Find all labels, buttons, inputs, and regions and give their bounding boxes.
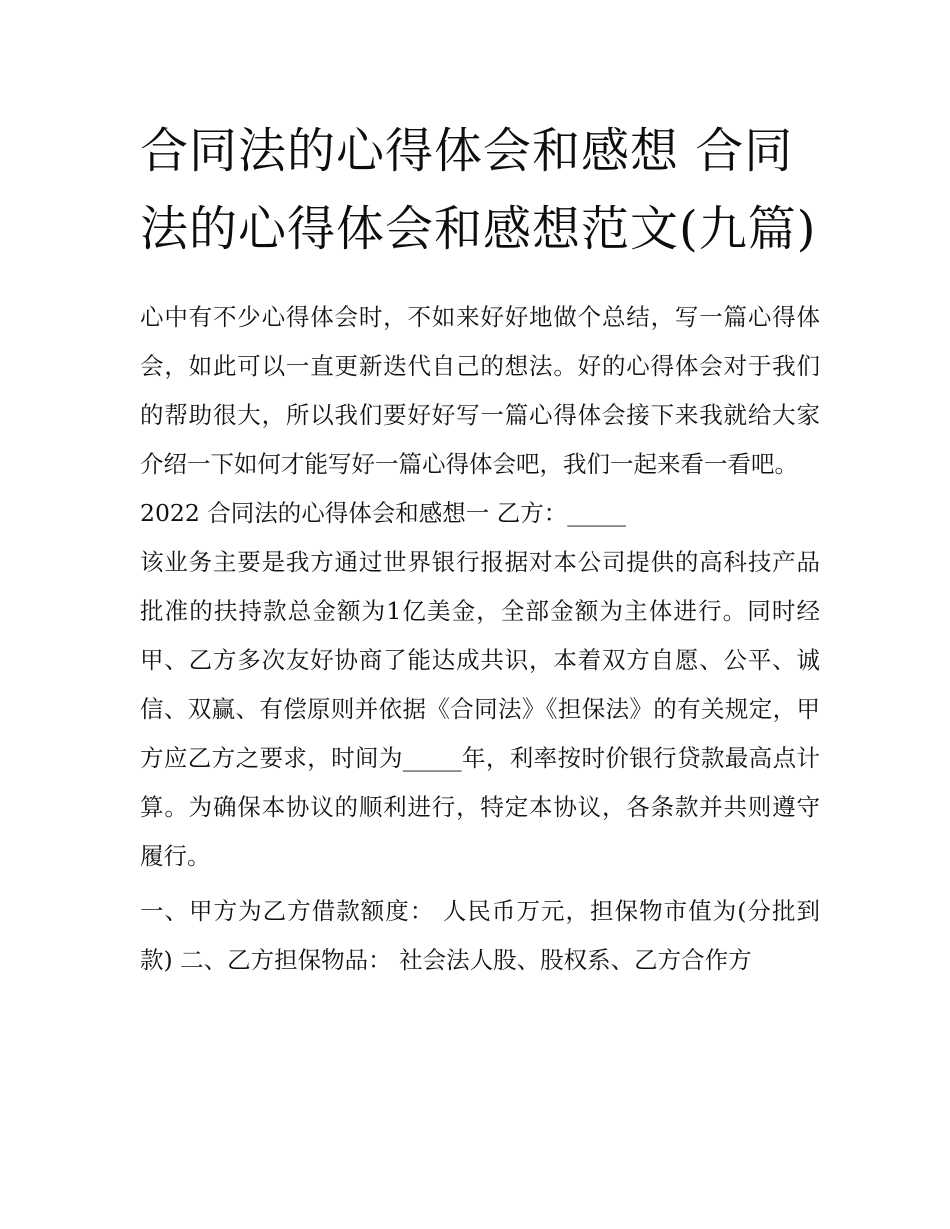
clause-paragraph: 一、甲方为乙方借款额度： 人民币万元，担保物市值为(分批到款) 二、乙方担保物品： 社会法人股、股权系、乙方合作方 <box>140 897 820 974</box>
intro-paragraph: 心中有不少心得体会时，不如来好好地做个总结，写一篇心得体会，如此可以一直更新迭代自己的想法。好的心得体会对于我们的帮助很大，所以我们要好好写一篇心得体会接下来我就给大家介绍一下如何才能写好一篇心得体会吧，我们一起来看一看吧。 <box>140 303 820 478</box>
document-title: 合同法的心得体会和感想 合同法的心得体会和感想范文(九篇) <box>140 123 817 257</box>
body-paragraph: 该业务主要是我方通过世界银行报据对本公司提供的高科技产品批准的扶持款总金额为1亿美金，全部金额为主体进行。同时经甲、乙方多次友好协商了能达成共识，本着双方自愿、公平、诚信、双赢、有偿原则并依据《合同法》《担保法》的有关规定，甲方应乙方之要求，时间为_____年，利率按时价银行贷款最高点计算。为确保本协议的顺利进行，特定本协议，各条款并共则遵守履行。 <box>140 548 820 870</box>
section-heading: 2022 合同法的心得体会和感想一 乙方：_____ <box>140 499 626 527</box>
document-page <box>140 112 820 985</box>
